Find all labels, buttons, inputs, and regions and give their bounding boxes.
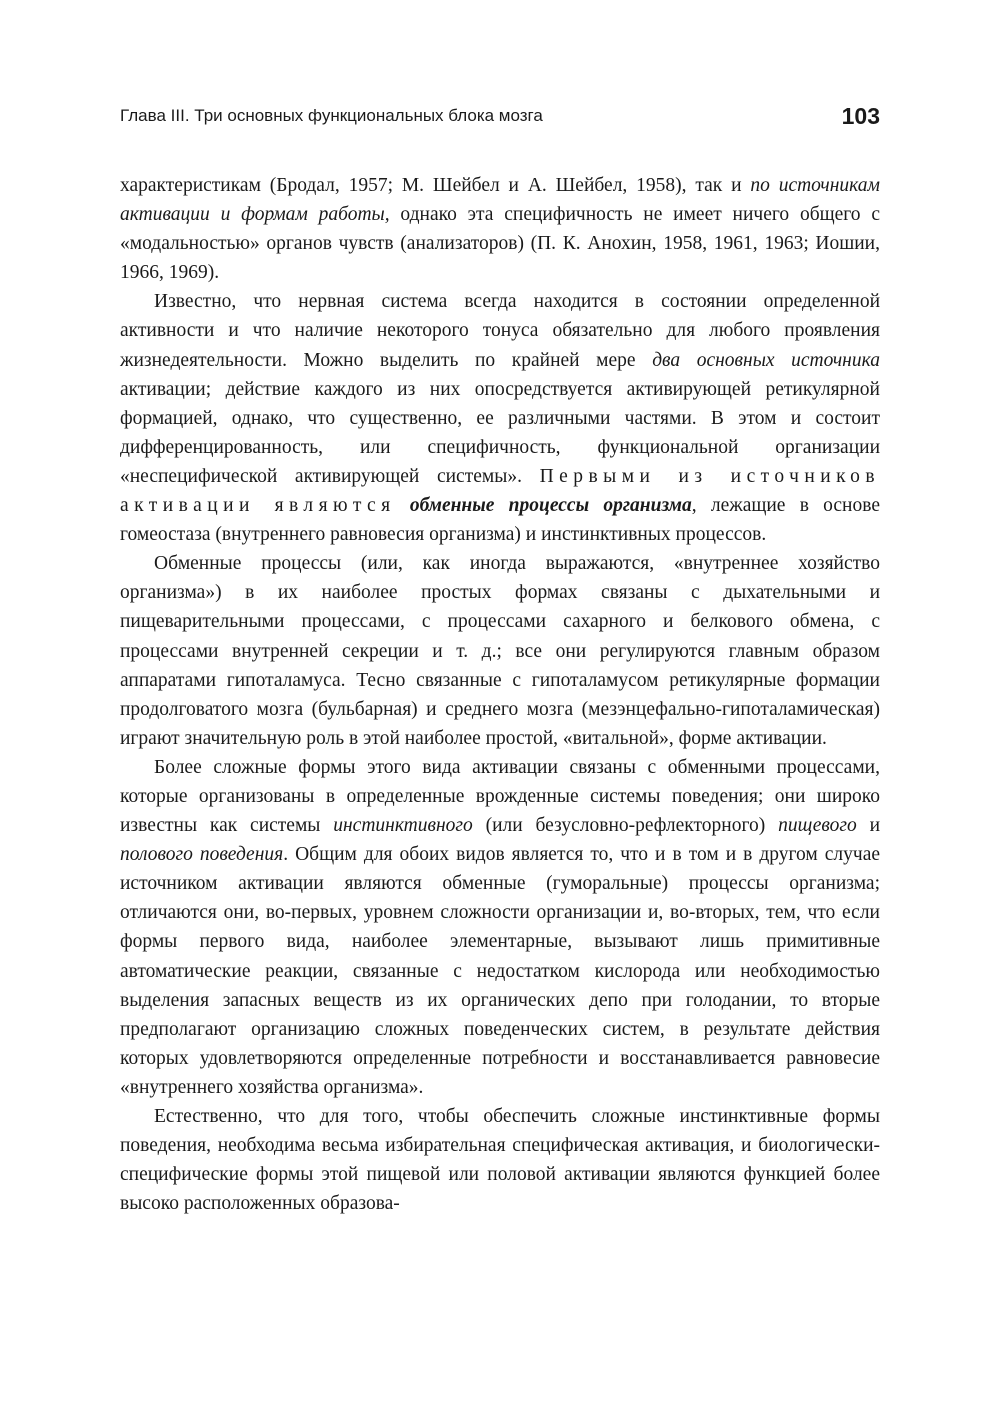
- page-number: 103: [841, 103, 880, 129]
- italic-run: два основных источника: [652, 349, 880, 371]
- text-run: . Общим для обоих видов является то, что и в том и в другом случае источником активации являются обменные (гуморальные) процессы организма; отличаются они, во-первых, уровнем сложности организации и, во-вторых, тем, что если формы первого вида, наиболее элементарные, вызывают лишь примитивные автоматические реакции, связанные с недостатком кислорода или необходимостью выделения запасных веществ из их органических депо при голодании, то вторые предполагают организацию сложных поведенческих систем, в результате действия которых удовлетворяются определенные потребности и восстанавливается равновесие «внутреннего хозяйства организма».: [120, 844, 880, 1098]
- text-run: однако эта специфичность не имеет ничего общего с «модальностью» органов чувств (анализаторов) (П. К. Анохин, 1958, 1961, 1963; Иошии, 1966, 1969).: [120, 204, 880, 284]
- paragraph-1: [120, 171, 880, 287]
- italic-run: полового поведения: [120, 844, 284, 866]
- text-run: Более сложные формы этого вида активации связаны с обменными процессами, которые организованы в определенные врожденные системы поведения; они широко известны как системы: [120, 756, 880, 837]
- italic-run: по источникам активации и формам работы,: [120, 175, 880, 226]
- paragraph-5: [120, 1102, 880, 1218]
- text-run: активации; действие каждого из них опосредствуется активирующей ретикулярной формацией, однако, что существенно, ее различными частями. В этом и состоит дифференцированность, или специфичность, функциональной организации «неспецифической активирующей системы».: [120, 378, 880, 487]
- bold-italic-run: обменные процессы организма: [409, 495, 692, 517]
- body-text: [120, 171, 880, 1218]
- text-run: Обменные процессы (или, как иногда выражаются, «внутреннее хозяйство организма») в их наиболее простых формах связаны с дыхательными и пищеварительными процессами, с процессами сахарного и белкового обмена, с процессами внутренней секреции и т. д.; все они регулируются главным образом аппаратами гипоталамуса. Тесно связанные с гипоталамусом ретикулярные формации продолговатого мозга (бульбарная) и среднего мозга (мезэнцефально-гипоталамическая) играют значительную роль в этой наиболее простой, «витальной», форме активации.: [120, 553, 880, 749]
- paragraph-2: [120, 287, 880, 549]
- italic-run: инстинктивного: [333, 815, 473, 837]
- text-run: Естественно, что для того, чтобы обеспечить сложные инстинктивные формы поведения, необходима весьма избирательная специфическая активация, и биологически-специфические формы этой пищевой или половой активации являются функцией более высоко расположенных образова-: [120, 1106, 880, 1215]
- chapter-title: Глава III. Три основных функциональных блока мозга: [120, 106, 543, 125]
- italic-run: пищевого: [778, 815, 857, 837]
- page-header: [120, 101, 880, 131]
- text-run: и: [856, 815, 881, 837]
- text-run: [396, 495, 410, 516]
- paragraph-3: [120, 549, 880, 753]
- spaced-run: Первыми из источников активации являются: [120, 465, 880, 517]
- text-run: характеристикам (Бродал, 1957; М. Шейбел и А. Шейбел, 1958), так и: [120, 175, 751, 196]
- paragraph-4: [120, 753, 880, 1102]
- text-run: , лежащие в основе гомеостаза (внутреннего равновесия организма) и инстинктивных процессов.: [120, 495, 880, 546]
- text-run: Известно, что нервная система всегда находится в состоянии определенной активности и что наличие некоторого тонуса обязательно для любого проявления жизнедеятельности. Можно выделить по крайней мере: [120, 291, 880, 371]
- text-run: (или безусловно-рефлекторного): [472, 815, 779, 837]
